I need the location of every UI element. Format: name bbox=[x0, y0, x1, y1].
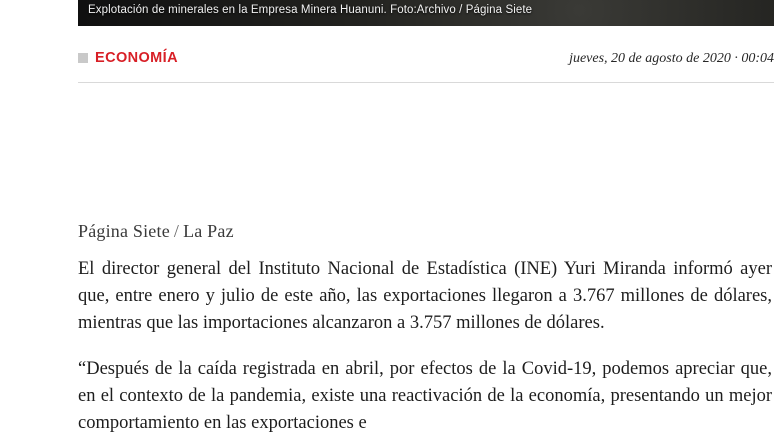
section-label-group[interactable] bbox=[78, 48, 178, 66]
photo-caption: Explotación de minerales en la Empresa Minera Huanuni. Foto:Archivo / Página Siete bbox=[88, 4, 533, 16]
article-body bbox=[78, 256, 772, 437]
byline-source: Página Siete bbox=[78, 221, 170, 241]
square-bullet-icon bbox=[78, 53, 88, 63]
article-meta-row bbox=[78, 48, 774, 83]
article-photo bbox=[78, 0, 774, 26]
article-paragraph: “Después de la caída registrada en abril, por efectos de la Covid-19, podemos apreciar que, en el contexto de la pandemia, existe una reactivación de la economía, presentando un mejor comportamiento en las exportaciones e bbox=[78, 359, 772, 433]
publish-date: jueves, 20 de agosto de 2020 · 00:04 bbox=[569, 51, 774, 66]
article-paragraph: El director general del Instituto Nacional de Estadística (INE) Yuri Miranda informó ayer que, entre enero y julio de este año, las exportaciones llegaron a 3.767 millones de dólares, mientras que las importaciones alcanzaron a 3.757 millones de dólares. bbox=[78, 259, 772, 333]
byline-separator: / bbox=[173, 221, 180, 241]
byline bbox=[78, 221, 234, 242]
section-name[interactable]: ECONOMÍA bbox=[95, 50, 178, 66]
byline-location: La Paz bbox=[183, 221, 234, 241]
